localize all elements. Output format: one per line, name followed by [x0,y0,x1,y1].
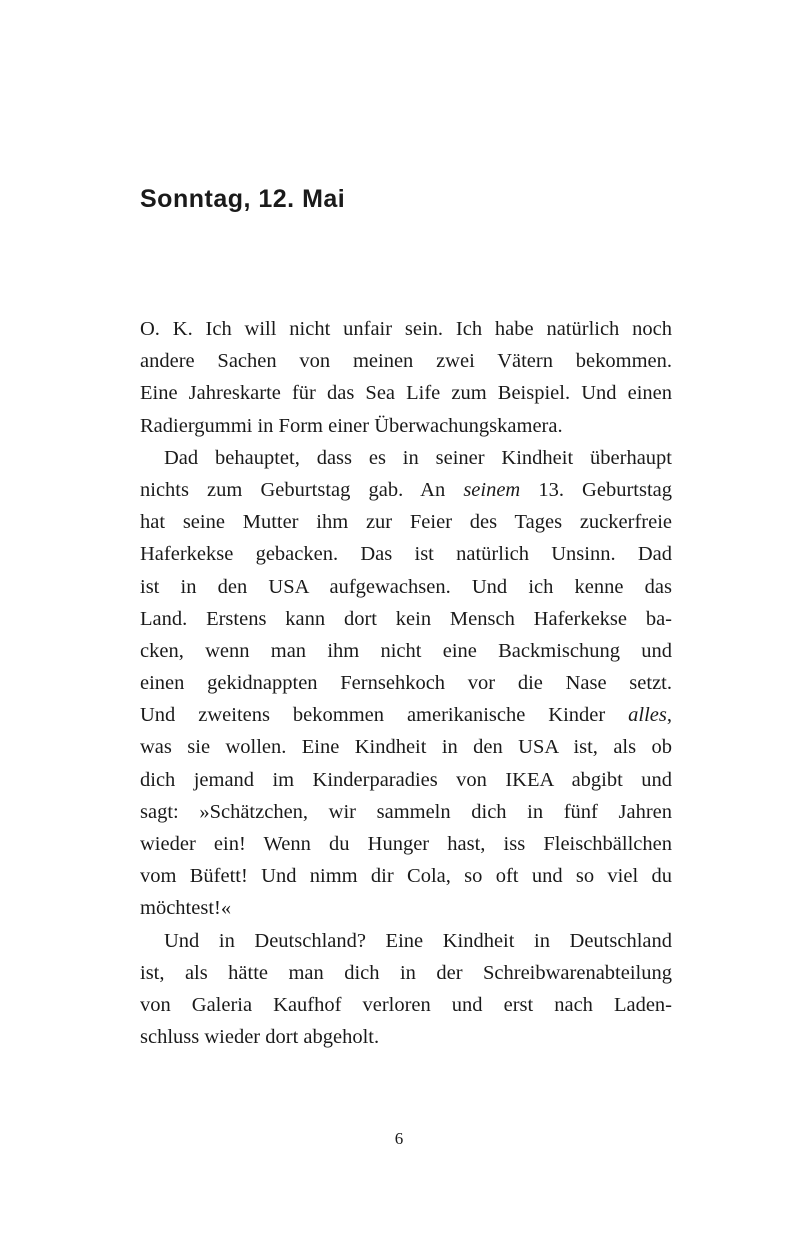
text-line [140,603,672,635]
text-line [140,667,672,699]
line-text: ist in den USA aufgewachsen. Und ich kenne das [140,575,672,598]
line-text: vom Büfett! Und nimm dir Cola, so oft und so viel du [140,865,672,888]
text-line [140,731,672,763]
body-text [140,313,672,1053]
line-text: schluss wieder dort abgeholt. [140,1026,380,1049]
line-text: Und zweitens bekommen amerikanische Kinder [140,704,629,727]
text-line [140,377,672,409]
line-text: wieder ein! Wenn du Hunger hast, iss Fleischbällchen [140,833,672,855]
line-text: einen gekidnappten Fernsehkoch vor die Nase setzt. [140,672,672,695]
text-line [140,410,672,442]
text-line [140,957,672,989]
text-line [140,764,672,796]
text-line [140,828,672,860]
line-text: Eine Jahreskarte für das Sea Life zum Beispiel. Und einen [140,382,672,405]
line-text: Radiergummi in Form einer Überwachungskamera. [140,414,563,437]
text-line [140,313,672,345]
line-text: was sie wollen. Eine Kindheit in den USA ist, als ob [140,736,672,759]
text-line [140,442,672,474]
line-text: Und in Deutschland? Eine Kindheit in Deutschland [164,929,672,952]
text-line [140,925,672,957]
text-line [140,892,672,924]
text-line [140,345,672,377]
text-line [140,474,672,506]
line-text: O. K. Ich will nicht unfair sein. Ich habe natürlich noch [140,318,672,340]
text-line [140,506,672,538]
emphasis-text: seinem [463,478,521,501]
text-line [140,699,672,731]
text-line [140,1021,672,1053]
line-text: von Galeria Kaufhof verloren und erst nach Laden- [140,993,672,1016]
text-line [140,635,672,667]
line-text: Land. Erstens kann dort kein Mensch Haferkekse ba- [140,607,672,630]
paragraph [140,925,672,1054]
line-text: möchtest!« [140,897,232,920]
text-line [140,796,672,828]
line-text: hat seine Mutter ihm zur Feier des Tages zuckerfreie [140,511,672,534]
text-line [140,989,672,1021]
line-text: , [666,704,672,727]
line-text: cken, wenn man ihm nicht eine Backmischung und [140,639,672,662]
emphasis-text: alles [628,704,667,727]
text-line [140,571,672,603]
line-text: andere Sachen von meinen zwei Vätern bekommen. [140,350,672,373]
line-text: nichts zum Geburtstag gab. An [140,478,464,501]
line-text: dich jemand im Kinderparadies von IKEA abgibt und [140,768,672,791]
paragraph [140,313,672,442]
line-text: Dad behauptet, dass es in seiner Kindheit überhaupt [164,446,672,469]
text-line [140,538,672,570]
page-number: 6 [394,1129,404,1148]
line-text: Haferkekse gebacken. Das ist natürlich Unsinn. Dad [140,543,672,566]
chapter-heading: Sonntag, 12. Mai [140,185,346,213]
text-line [140,860,672,892]
line-text: sagt: »Schätzchen, wir sammeln dich in fünf Jahren [140,800,672,823]
line-text: 13. Geburtstag [520,478,673,501]
paragraph [140,442,672,925]
line-text: ist, als hätte man dich in der Schreibwarenabteilung [140,961,672,984]
